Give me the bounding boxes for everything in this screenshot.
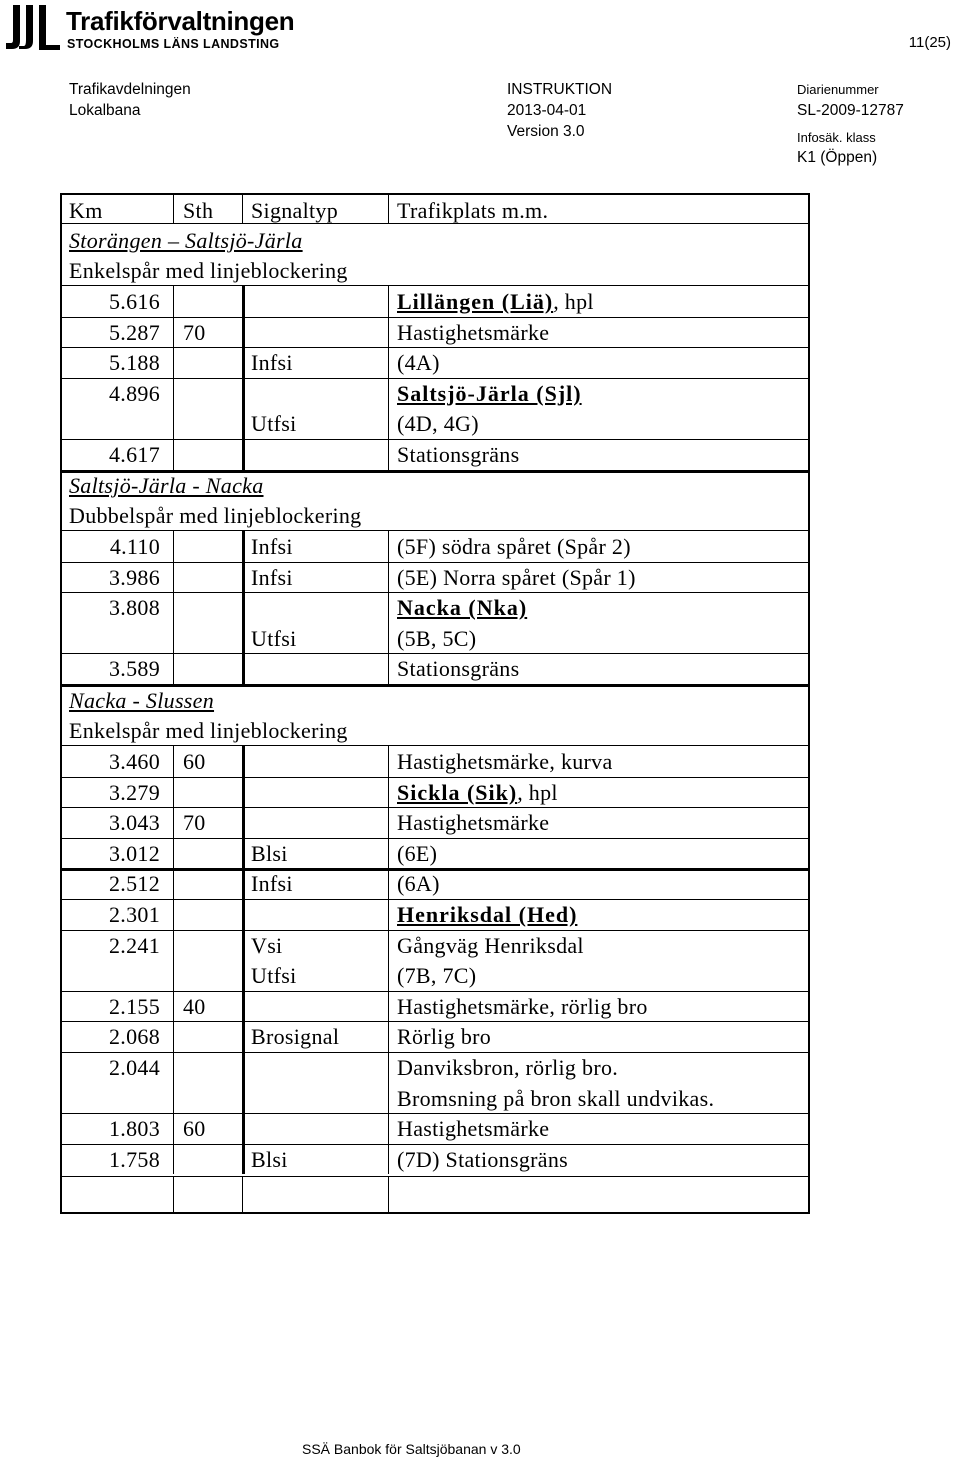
signal-cell: Infsi [251, 564, 293, 590]
place-cell [397, 566, 636, 590]
place-text: (6A) [397, 871, 440, 897]
table-bottom-border [60, 1212, 810, 1214]
km-cell: 2.241 [109, 932, 160, 958]
place-text: (4D, 4G) [397, 411, 479, 437]
place-cell [397, 321, 549, 345]
header-col-line [242, 193, 243, 224]
place-cell [397, 1148, 568, 1172]
place-cell [397, 290, 594, 314]
place-text: (5F) södra spåret (Spår 2) [397, 534, 631, 559]
place-text: (5E) Norra spåret (Spår 1) [397, 564, 636, 590]
place-text: Hastighetsmärke [397, 810, 550, 836]
signal-cell: Utfsi [251, 963, 297, 989]
column-line-sth [173, 746, 174, 1174]
place-cell [397, 964, 476, 988]
header-col-line [173, 193, 174, 224]
place-cell [397, 872, 440, 896]
place-text: Hastighetsmärke, rörlig bro [397, 993, 648, 1019]
km-cell: 3.808 [109, 595, 160, 621]
row-separator [60, 930, 810, 931]
org-subtitle: STOCKHOLMS LÄNS LANDSTING [67, 37, 280, 51]
column-line-place [388, 531, 389, 684]
place-text: Gångväg Henriksdal [397, 932, 584, 958]
signal-cell: Utfsi [251, 625, 297, 651]
place-cell [397, 811, 549, 835]
row-separator [60, 592, 810, 593]
place-cell [397, 1117, 549, 1141]
page-footer: SSÄ Banbok för Saltsjöbanan v 3.0 [302, 1441, 521, 1457]
column-line-sig [242, 746, 245, 1174]
place-cell [397, 995, 648, 1019]
km-cell: 2.512 [109, 871, 160, 897]
row-separator [60, 1052, 810, 1053]
column-header: Km [69, 198, 103, 223]
place-cell [397, 657, 519, 681]
signal-cell: Infsi [251, 534, 293, 559]
signal-cell: Blsi [251, 840, 288, 866]
column-header: Trafikplats m.m. [397, 198, 549, 223]
header-bottom-line [60, 223, 810, 224]
speed-cell: 70 [183, 810, 206, 836]
header-document-block [507, 79, 612, 142]
km-cell: 5.188 [109, 350, 160, 376]
place-cell [397, 627, 476, 651]
station-name: Lillängen (Liä) [397, 289, 554, 314]
km-cell: 3.589 [109, 656, 160, 682]
km-cell: 4.110 [109, 534, 160, 559]
place-text: Hastighetsmärke, kurva [397, 749, 613, 774]
speed-cell: 70 [183, 319, 206, 345]
place-text: , hpl [553, 289, 594, 314]
header-col-line [388, 193, 389, 224]
km-cell: 3.012 [109, 840, 160, 866]
km-cell: 3.460 [109, 749, 160, 774]
km-cell: 4.617 [109, 442, 160, 467]
section-end-line [60, 684, 810, 687]
place-text: (4A) [397, 350, 440, 376]
place-cell [397, 382, 582, 406]
speed-cell: 60 [183, 749, 206, 774]
diary-number: SL-2009-12787 [797, 102, 904, 119]
station-name: Henriksdal (Hed) [397, 902, 578, 927]
km-cell: 3.279 [109, 779, 160, 805]
place-text: Stationsgräns [397, 442, 520, 467]
place-cell [397, 443, 519, 467]
empty-row-col-line [242, 1176, 243, 1212]
document-type: INSTRUKTION [507, 81, 613, 98]
place-cell [397, 351, 440, 375]
km-cell: 2.044 [109, 1055, 160, 1080]
table-left-border [60, 193, 62, 1214]
place-text: Rörlig bro [397, 1024, 492, 1050]
place-cell [397, 934, 584, 958]
place-cell [397, 535, 631, 559]
row-separator [60, 1021, 810, 1022]
header-diary-block [797, 79, 904, 168]
section-subtitle: Dubbelspår med linjeblockering [69, 503, 362, 528]
classification-value: K1 (Öppen) [797, 149, 878, 166]
place-text: Danviksbron, rörlig bro. [397, 1055, 619, 1080]
signal-cell: Infsi [251, 871, 293, 897]
place-text: (7D) Stationsgräns [397, 1146, 568, 1172]
place-cell [397, 412, 479, 436]
section-title: Saltsjö-Järla - Nacka [69, 473, 264, 498]
speed-cell: 40 [183, 993, 206, 1019]
header-department-block [69, 79, 191, 121]
place-text: Stationsgräns [397, 656, 520, 682]
empty-row-col-line [173, 1176, 174, 1212]
place-cell [397, 596, 527, 620]
row-separator [60, 1113, 810, 1114]
place-text: (6E) [397, 840, 438, 866]
row-separator [60, 317, 810, 318]
page-number: 11(25) [908, 34, 951, 51]
row-separator [60, 1144, 810, 1145]
trafikforvaltningen-logo-icon [4, 3, 62, 51]
document-version: Version 3.0 [507, 123, 585, 140]
section-title: Nacka - Slussen [69, 688, 215, 713]
unit: Lokalbana [69, 102, 141, 119]
place-text: (7B, 7C) [397, 963, 477, 989]
place-cell [397, 903, 577, 927]
empty-row-col-line [388, 1176, 389, 1212]
km-cell: 4.896 [109, 380, 160, 406]
km-cell: 2.155 [109, 993, 160, 1019]
speed-cell: 60 [183, 1116, 206, 1142]
column-header: Sth [183, 198, 214, 223]
signal-cell: Brosignal [251, 1024, 340, 1050]
place-cell [397, 1087, 714, 1111]
signal-cell: Infsi [251, 350, 293, 376]
section-subtitle: Enkelspår med linjeblockering [69, 718, 348, 743]
section-title: Storängen – Saltsjö-Järla [69, 228, 303, 253]
org-logo [4, 3, 324, 51]
place-cell [397, 1056, 618, 1080]
row-separator [60, 991, 810, 992]
km-cell: 5.616 [109, 289, 160, 314]
classification-label: Infosäk. klass [797, 130, 876, 145]
place-cell [397, 842, 437, 866]
row-separator [60, 378, 810, 379]
department: Trafikavdelningen [69, 81, 191, 98]
column-header: Signaltyp [251, 198, 339, 223]
km-cell: 5.287 [109, 319, 160, 345]
km-cell: 1.758 [109, 1146, 160, 1172]
column-line-sig [242, 531, 245, 684]
row-separator [60, 838, 810, 839]
place-cell [397, 781, 558, 805]
km-cell: 2.068 [109, 1024, 160, 1050]
km-cell: 1.803 [109, 1116, 160, 1142]
signal-cell: Utfsi [251, 411, 297, 437]
station-name: Sickla (Sik) [397, 779, 518, 805]
diary-label: Diarienummer [797, 82, 879, 97]
station-name: Nacka (Nka) [397, 595, 528, 621]
org-name: Trafikförvaltningen [66, 6, 295, 36]
station-name: Saltsjö-Järla (Sjl) [397, 380, 582, 406]
place-cell [397, 1025, 491, 1049]
section-subtitle: Enkelspår med linjeblockering [69, 258, 348, 283]
column-line-place [388, 746, 389, 1174]
place-text: , hpl [517, 779, 558, 805]
table-right-border [808, 193, 810, 1214]
place-cell [397, 750, 613, 774]
place-text: Hastighetsmärke [397, 1116, 550, 1142]
km-cell: 2.301 [109, 902, 160, 927]
place-text: Bromsning på bron skall undvikas. [397, 1085, 715, 1111]
row-separator [60, 653, 810, 654]
row-separator [60, 439, 810, 440]
row-separator [60, 347, 810, 348]
column-line-sth [173, 531, 174, 684]
place-text: Hastighetsmärke [397, 319, 550, 345]
row-separator [60, 899, 810, 900]
row-separator [60, 807, 810, 808]
signal-cell: Vsi [251, 932, 283, 958]
km-cell: 3.043 [109, 810, 160, 836]
row-separator [60, 777, 810, 778]
km-cell: 3.986 [109, 564, 160, 590]
place-text: (5B, 5C) [397, 625, 477, 651]
track-table [60, 193, 810, 1214]
document-date: 2013-04-01 [507, 102, 587, 119]
signal-cell: Blsi [251, 1146, 288, 1172]
row-separator [60, 562, 810, 563]
